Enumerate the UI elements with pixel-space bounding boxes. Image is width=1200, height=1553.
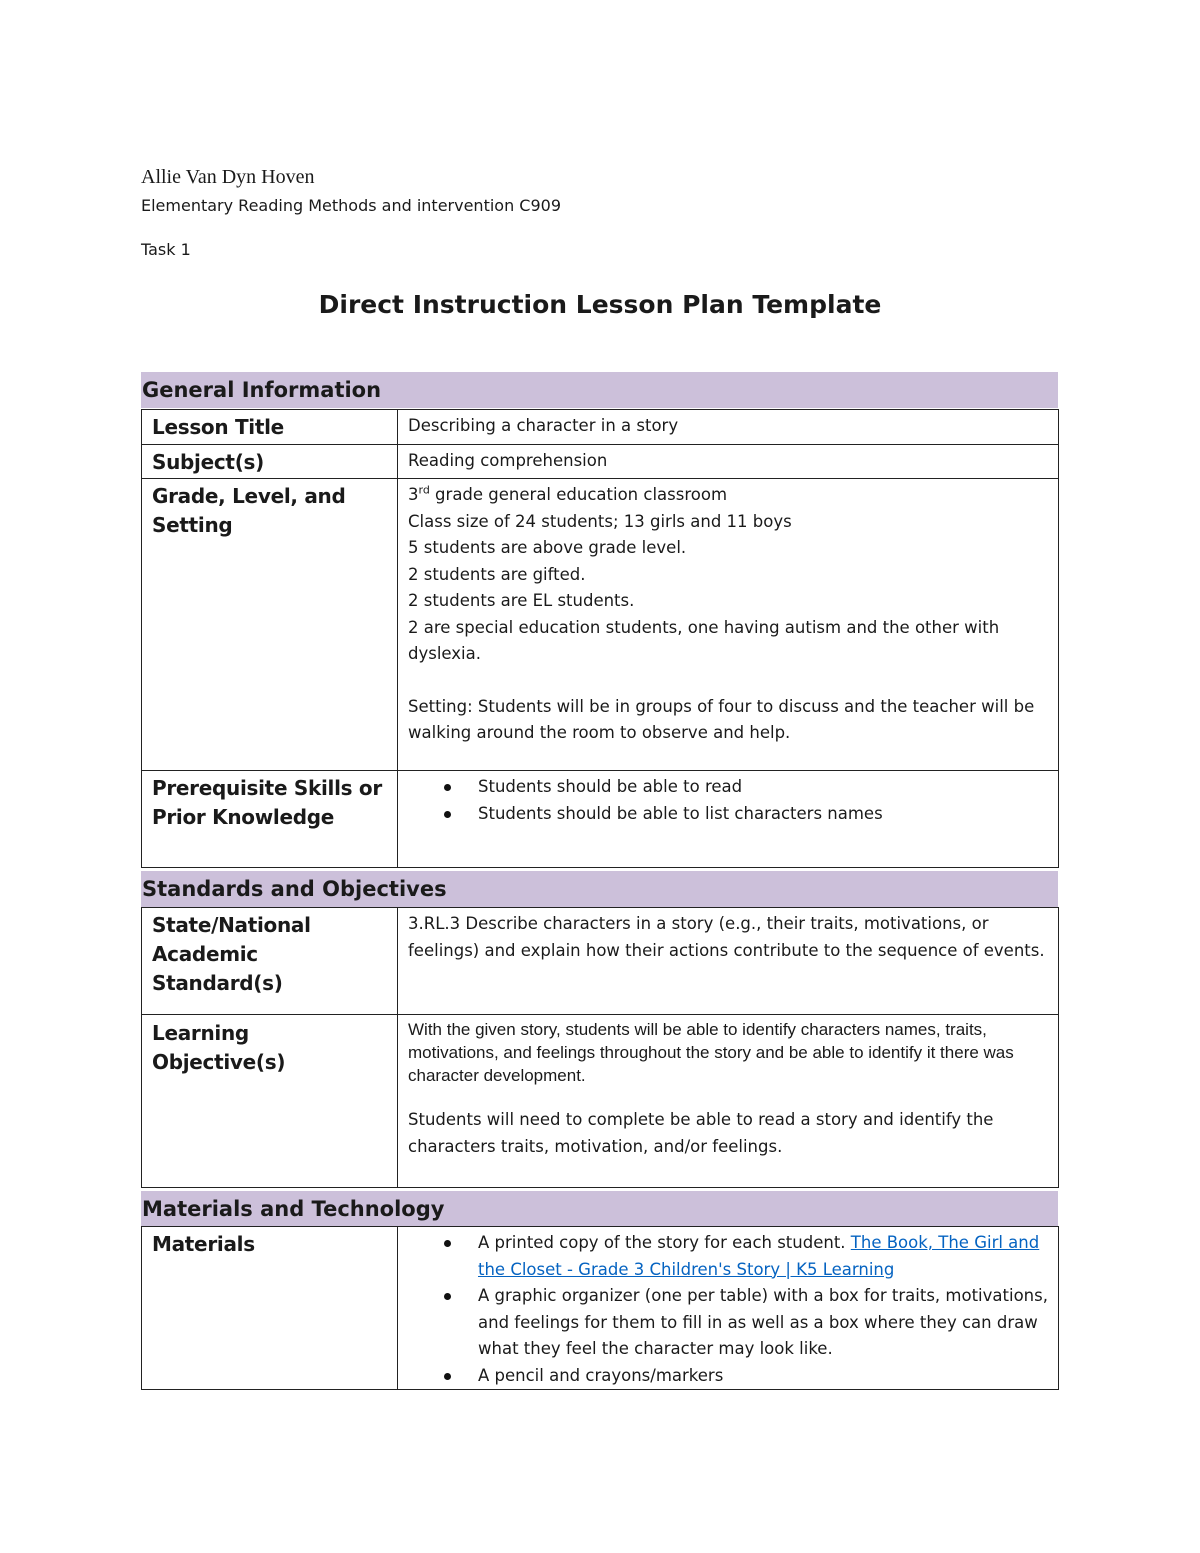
- bullet-icon: [444, 1293, 451, 1300]
- lesson-title-value: Describing a character in a story: [398, 410, 1059, 445]
- materials-value: [398, 1227, 1059, 1390]
- class-size-line: Class size of 24 students; 13 girls and 11 boys: [408, 511, 792, 531]
- objective-text-2: Students will need to complete be able to read a story and identify the characters traits, motivation, and/or feelings.: [408, 1110, 994, 1156]
- table-row: [142, 410, 1059, 445]
- list-item: [408, 1283, 1048, 1363]
- objective-value: [398, 1015, 1059, 1188]
- section-standards-objectives: Standards and Objectives: [141, 871, 1058, 907]
- list-item: [408, 774, 1048, 801]
- el-students-line: 2 students are EL students.: [408, 591, 635, 610]
- table-row: [142, 479, 1059, 771]
- grade-level-setting-value: [398, 479, 1059, 771]
- prerequisite-value: [398, 771, 1059, 868]
- grade-number: 3: [408, 485, 419, 504]
- table-row: [142, 1227, 1059, 1390]
- standards-objectives-table: [141, 907, 1059, 1188]
- prerequisite-label: Prerequisite Skills or Prior Knowledge: [142, 771, 398, 868]
- grade-suffix: rd: [418, 483, 430, 497]
- materials-label: Materials: [142, 1227, 398, 1390]
- document-title: Direct Instruction Lesson Plan Template: [318, 290, 882, 319]
- grade-level-setting-label: Grade, Level, and Setting: [142, 479, 398, 771]
- bullet-icon: [444, 784, 451, 791]
- table-row: [142, 908, 1059, 1015]
- course-name: Elementary Reading Methods and intervention C909: [141, 196, 562, 215]
- lesson-title-label: Lesson Title: [142, 410, 398, 445]
- list-item: [408, 1363, 1048, 1390]
- list-item: [408, 1230, 1048, 1283]
- task-label: Task 1: [141, 240, 191, 259]
- standard-label: State/National Academic Standard(s): [142, 908, 398, 1015]
- list-item: [408, 801, 1048, 828]
- list-item-text: Students should be able to list characters names: [478, 803, 883, 823]
- author-name: Allie Van Dyn Hoven: [141, 166, 315, 188]
- objective-label: Learning Objective(s): [142, 1015, 398, 1188]
- bullet-icon: [444, 811, 451, 818]
- table-row: [142, 445, 1059, 479]
- table-row: [142, 1015, 1059, 1188]
- setting-text: Setting: Students will be in groups of four to discuss and the teacher will be walking around the room to observe and help.: [408, 696, 1035, 742]
- bullet-icon: [444, 1373, 451, 1380]
- prerequisite-list: [408, 774, 1048, 827]
- grade-line-rest: grade general education classroom: [429, 485, 728, 504]
- special-education-line: 2 are special education students, one having autism and the other with dyslexia.: [408, 617, 1000, 663]
- list-item-text: A printed copy of the story for each student.: [478, 1233, 851, 1252]
- subjects-value: Reading comprehension: [398, 445, 1059, 479]
- materials-list: [408, 1230, 1048, 1389]
- spacer: [408, 668, 1048, 694]
- table-row: [142, 771, 1059, 868]
- subjects-label: Subject(s): [142, 445, 398, 479]
- general-information-table: [141, 409, 1059, 868]
- above-grade-line: 5 students are above grade level.: [408, 538, 687, 557]
- standard-value: 3.RL.3 Describe characters in a story (e.g., their traits, motivations, or feelings) and explain how their actions contribute to the sequence of events.: [398, 908, 1059, 1015]
- list-item-text: Students should be able to read: [478, 777, 743, 796]
- materials-table: [141, 1226, 1059, 1390]
- section-general-information: General Information: [141, 372, 1058, 408]
- list-item-text: A pencil and crayons/markers: [478, 1365, 724, 1385]
- story-link[interactable]: The Book, The Girl and the Closet - Grade 3 Children's Story | K5 Learning: [478, 1233, 1040, 1279]
- gifted-line: 2 students are gifted.: [408, 564, 586, 584]
- section-materials-technology: Materials and Technology: [141, 1191, 1058, 1227]
- grade-line: [408, 482, 1048, 509]
- spacer: [408, 1087, 1048, 1107]
- list-item-text: A graphic organizer (one per table) with a box for traits, motivations, and feelings for them to fill in as well as a box where they can draw what they feel the character may look like.: [478, 1286, 1048, 1358]
- objective-text-1: With the given story, students will be able to identify characters names, traits, motivations, and feelings throughout the story and be able to identify it there was character development.: [408, 1020, 1014, 1085]
- bullet-icon: [444, 1240, 451, 1247]
